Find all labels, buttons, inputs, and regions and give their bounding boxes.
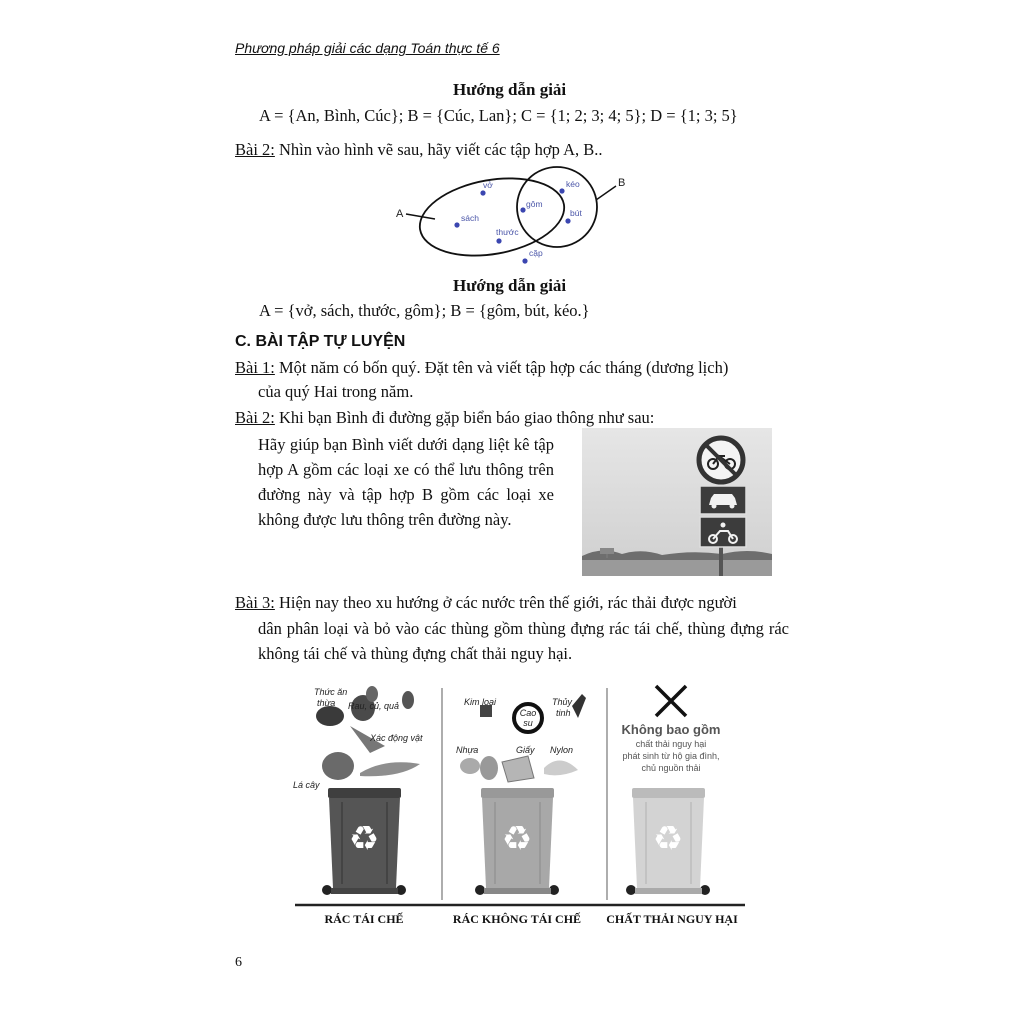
- guide-answer-2: A = {vở, sách, thước, gôm}; B = {gôm, bút, kéo.}: [259, 301, 590, 320]
- problem-label: Bài 3:: [235, 593, 275, 612]
- problem-3-body: dân phân loại và bỏ vào các thùng gồm thùng đựng rác tái chế, thùng đựng rác không tái chế và thùng đựng chất thải nguy hại.: [258, 619, 789, 663]
- element-dot: [559, 188, 564, 193]
- set-a-label: A: [396, 208, 404, 220]
- rubber-label: Cao: [519, 708, 537, 718]
- exercise-2-statement: [235, 140, 603, 160]
- problem-2-body: Hãy giúp bạn Bình viết dưới dạng liệt kê tập hợp A gồm các loại xe có thể lưu thông trên đường này và tập hợp B gồm các loại xe không được lưu thông trên đường này.: [258, 435, 554, 529]
- plastic-label: Nhựa: [456, 745, 479, 755]
- bin-2-caption: RÁC KHÔNG TÁI CHẾ: [452, 912, 582, 926]
- element-dot: [522, 258, 527, 263]
- recycle-icon: ♻: [652, 819, 684, 859]
- bin-1-caption: RÁC TÁI CHẾ: [324, 912, 404, 926]
- exclusion-line-3: chủ nguồn thải: [641, 763, 701, 773]
- venn-diagram: [390, 162, 640, 267]
- exercise-label: Bài 2:: [235, 140, 275, 159]
- element-gom: gôm: [526, 199, 543, 209]
- section-heading: C. BÀI TẬP TỰ LUYỆN: [235, 333, 406, 350]
- element-keo: kéo: [566, 179, 580, 189]
- problem-1-line-1: [235, 358, 728, 378]
- problem-text: Khi bạn Bình đi đường gặp biển báo giao thông như sau:: [274, 408, 655, 427]
- problem-text: Hiện nay theo xu hướng ở các nước trên thế giới, rác thải được người: [274, 593, 737, 612]
- exclusion-line-2: phát sinh từ hộ gia đình,: [622, 751, 720, 761]
- traffic-sign-photo: [582, 428, 772, 576]
- element-dot: [496, 238, 501, 243]
- problem-1-line-2: của quý Hai trong năm.: [258, 382, 414, 401]
- problem-label: Bài 2:: [235, 408, 275, 427]
- food-label: Thức ăn: [314, 687, 348, 697]
- guide-answer-1: A = {An, Bình, Cúc}; B = {Cúc, Lan}; C = {1; 2; 3; 4; 5}; D = {1; 3; 5}: [259, 106, 738, 125]
- element-but: bút: [570, 208, 582, 218]
- problem-3-line-1: [235, 593, 737, 613]
- nylon-label: Nylon: [550, 745, 574, 755]
- element-cap: cặp: [529, 248, 543, 258]
- running-header: Phương pháp giải các dạng Toán thực tế 6: [235, 40, 500, 56]
- recycle-icon: ♻: [501, 819, 533, 859]
- element-dot: [454, 222, 459, 227]
- guide-heading-1: Hướng dẫn giải: [453, 80, 567, 99]
- problem-label: Bài 1:: [235, 358, 275, 377]
- glass-label: Thủy: [552, 697, 573, 707]
- metal-label: Kim loại: [464, 697, 497, 707]
- vegetables-label: Rau, củ, quả: [348, 701, 400, 711]
- set-b-label: B: [618, 177, 626, 189]
- recycle-icon: ♻: [348, 819, 380, 859]
- leaves-label: Lá cây: [293, 780, 320, 790]
- waste-bins-illustration: [290, 678, 750, 930]
- element-thuoc: thước: [496, 227, 519, 237]
- element-dot: [520, 207, 525, 212]
- bin-3-caption: CHẤT THẢI NGUY HẠI: [606, 912, 738, 926]
- recyclable-bin: [316, 686, 420, 895]
- problem-text: Một năm có bốn quý. Đặt tên và viết tập hợp các tháng (dương lịch): [274, 358, 729, 377]
- glass-label-2: tinh: [556, 708, 571, 718]
- hazardous-bin: [626, 686, 710, 895]
- page-number: 6: [235, 955, 242, 970]
- element-dot: [480, 190, 485, 195]
- rubber-label-2: su: [523, 718, 533, 728]
- guide-heading-2: Hướng dẫn giải: [453, 276, 567, 295]
- food-label-2: thừa: [317, 698, 336, 708]
- exclusion-title: Không bao gồm: [621, 722, 721, 737]
- paper-label: Giấy: [516, 745, 535, 755]
- problem-2-line-1: [235, 408, 654, 428]
- exclusion-line-1: chất thải nguy hại: [635, 739, 707, 749]
- exercise-text: Nhìn vào hình vẽ sau, hãy viết các tập hợp A, B..: [274, 140, 603, 159]
- element-sach: sách: [461, 213, 479, 223]
- set-b-pointer: [596, 186, 616, 200]
- element-dot: [565, 218, 570, 223]
- animal-label: Xác động vật: [370, 733, 423, 743]
- element-vo: vở: [483, 180, 493, 190]
